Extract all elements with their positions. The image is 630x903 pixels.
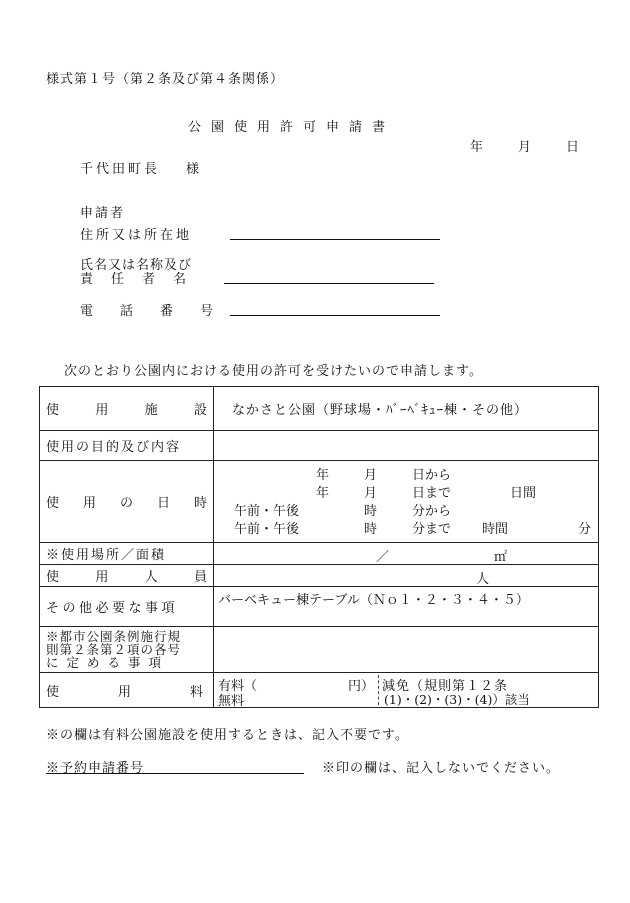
purpose-label: 使用の目的及び内容 — [40, 431, 214, 461]
dt-until-day: 日まで — [412, 485, 452, 501]
address-label: 住所又は所在地 — [80, 228, 193, 243]
purpose-value[interactable] — [214, 431, 599, 461]
people-value[interactable] — [214, 565, 599, 587]
other-label: その他必要な事項 — [40, 587, 214, 627]
name-input-line[interactable] — [224, 283, 434, 284]
place-value[interactable] — [214, 543, 599, 565]
form-number: 様式第１号（第２条及び第４条関係） — [46, 72, 285, 87]
ordinance-label-line1: ※都市公園条例施行規 — [46, 629, 182, 644]
place-label: ※使用場所／面積 — [40, 543, 214, 565]
row-facility — [40, 387, 599, 431]
reservation-label: ※予約申請番号 — [46, 761, 145, 776]
dt-from-year: 年 — [316, 467, 330, 483]
row-people — [40, 565, 599, 587]
people-unit: 人 — [476, 572, 490, 587]
fee-paid: 有料（ — [218, 679, 258, 694]
fee-free: 無料 — [218, 694, 245, 709]
dt-until-ampm: 午前・午後 — [234, 521, 300, 537]
name-label-line2: 責任者名 — [80, 272, 205, 287]
marks-note: ※印の欄は、記入しないでください。 — [322, 761, 561, 776]
addressee-suffix: 様 — [186, 162, 203, 177]
row-place — [40, 543, 599, 565]
row-ordinance — [40, 627, 599, 673]
fee-label: 使 用 料 — [46, 684, 203, 700]
place-unit: ㎡ — [494, 550, 508, 565]
fee-divider — [378, 675, 379, 705]
fee-value[interactable] — [214, 673, 599, 708]
datetime-value[interactable] — [214, 461, 599, 543]
dt-days: 日間 — [510, 485, 537, 501]
facility-value[interactable]: なかさと公園（野球場・ﾊﾞｰﾍﾞｷｭｰ棟・その他） — [214, 387, 599, 431]
people-label: 使 用 人 員 — [46, 570, 207, 585]
phone-input-line[interactable] — [230, 315, 440, 316]
dt-until-year: 年 — [316, 485, 330, 501]
intro-text: 次のとおり公園内における使用の許可を受けたいので申請します。 — [64, 364, 483, 379]
row-purpose — [40, 431, 599, 461]
date-month: 月 — [518, 140, 532, 155]
place-slash: ／ — [376, 550, 390, 565]
fee-exempt-items: (1)・(2)・(3)・(4)）該当 — [384, 692, 530, 707]
application-table — [39, 386, 599, 708]
fee-note: ※の欄は有料公園施設を使用するときは、記入不要です。 — [46, 728, 409, 743]
dt-hours: 時間 — [482, 521, 509, 537]
dt-from-ampm: 午前・午後 — [234, 503, 300, 519]
date-line — [470, 136, 579, 155]
phone-label: 電話番号 — [80, 304, 241, 319]
facility-label: 使 用 施 設 — [46, 403, 207, 418]
dt-from-minute: 分から — [412, 503, 452, 519]
applicant-heading: 申請者 — [80, 206, 126, 221]
row-datetime — [40, 461, 599, 543]
other-value[interactable]: バーベキュー棟テーブル（Ｎｏ１・２・３・４・５） — [214, 587, 599, 627]
ordinance-label-line3: に定める事項 — [46, 655, 170, 670]
dt-until-month: 月 — [364, 485, 378, 501]
date-day: 日 — [566, 140, 580, 155]
dt-from-month: 月 — [364, 467, 378, 483]
dt-from-hour: 時 — [364, 503, 378, 519]
dt-until-hour: 時 — [364, 521, 378, 537]
row-fee — [40, 673, 599, 708]
date-year: 年 — [470, 140, 484, 155]
name-label-line1: 氏名又は名称及び — [80, 258, 193, 273]
ordinance-label-line2: 則第２条第２項の各号 — [46, 642, 182, 657]
ordinance-value[interactable] — [214, 627, 599, 673]
dt-minutes: 分 — [578, 521, 592, 537]
addressee — [80, 158, 202, 177]
datetime-label: 使 用 の 日 時 — [46, 496, 207, 511]
document-title: 公園使用許可申請書 — [188, 120, 396, 135]
fee-exempt: 減免（規則第１２条 — [382, 679, 509, 694]
ordinance-label — [40, 627, 214, 673]
dt-until-minute: 分まで — [412, 521, 452, 537]
address-input-line[interactable] — [230, 239, 440, 240]
fee-yen: 円） — [348, 679, 375, 694]
row-other — [40, 587, 599, 627]
reservation-input-line[interactable] — [46, 773, 304, 774]
addressee-name: 千代田町長 — [80, 162, 161, 177]
dt-from-day: 日から — [412, 467, 452, 483]
